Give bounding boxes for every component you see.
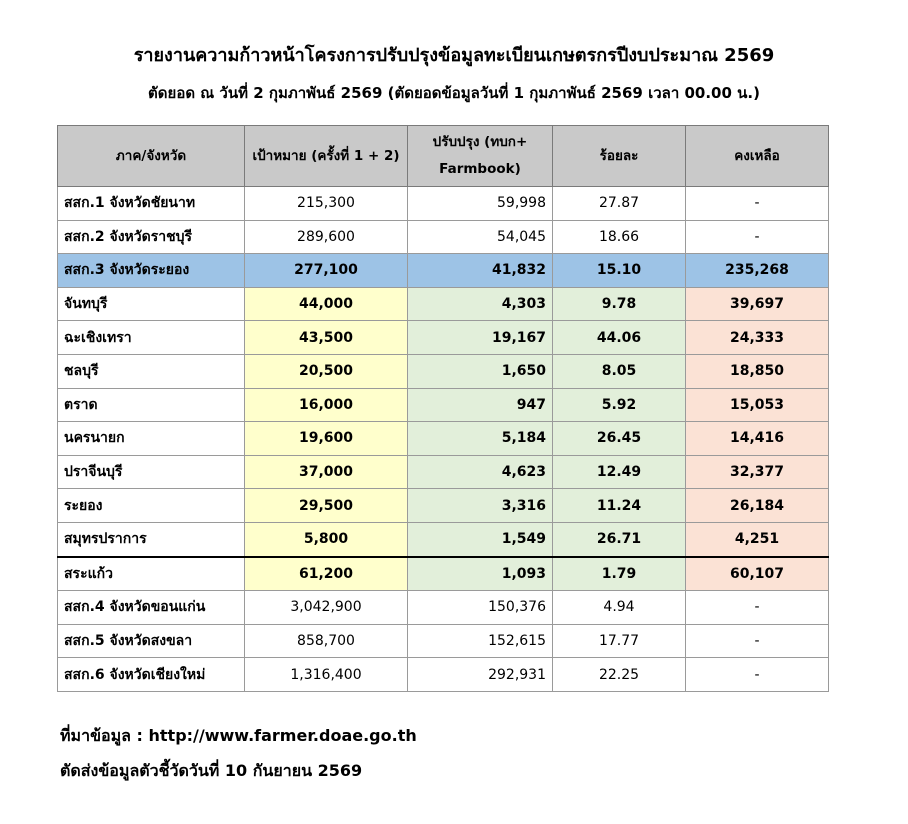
cell-name: ระยอง — [58, 489, 245, 523]
cell-remaining: 235,268 — [686, 254, 829, 288]
cell-remaining: 15,053 — [686, 388, 829, 422]
data-source-note: ที่มาข้อมูล : http://www.farmer.doae.go.th — [60, 726, 417, 745]
cell-name: สระแก้ว — [58, 557, 245, 591]
cell-remaining: - — [686, 658, 829, 692]
col-header-updated-line2: Farmbook) — [439, 161, 521, 177]
col-header-percent: ร้อยละ — [553, 126, 686, 187]
cell-name: ฉะเชิงเทรา — [58, 321, 245, 355]
table-row-province — [58, 489, 829, 523]
cell-name: สสก.3 จังหวัดระยอง — [58, 254, 245, 288]
cell-target: 20,500 — [245, 354, 408, 388]
cell-target: 277,100 — [245, 254, 408, 288]
cell-updated: 41,832 — [408, 254, 553, 288]
cell-target: 215,300 — [245, 187, 408, 221]
table-row-province — [58, 287, 829, 321]
cell-name: สสก.2 จังหวัดราชบุรี — [58, 220, 245, 254]
table-header-row — [58, 126, 829, 187]
cell-percent: 26.45 — [553, 422, 686, 456]
cell-target: 16,000 — [245, 388, 408, 422]
progress-table — [57, 125, 829, 692]
cell-percent: 9.78 — [553, 287, 686, 321]
cell-updated: 5,184 — [408, 422, 553, 456]
cell-percent: 8.05 — [553, 354, 686, 388]
cell-remaining: 39,697 — [686, 287, 829, 321]
cell-target: 43,500 — [245, 321, 408, 355]
cell-percent: 22.25 — [553, 658, 686, 692]
cell-percent: 5.92 — [553, 388, 686, 422]
table-row-province — [58, 455, 829, 489]
table-row — [58, 187, 829, 221]
cell-target: 29,500 — [245, 489, 408, 523]
cell-remaining: 18,850 — [686, 354, 829, 388]
table-row-province — [58, 354, 829, 388]
cutoff-date-note: ตัดส่งข้อมูลตัวชี้วัดวันที่ 10 กันยายน 2569 — [60, 761, 363, 780]
cell-name: สสก.4 จังหวัดขอนแก่น — [58, 591, 245, 625]
cell-updated: 1,549 — [408, 522, 553, 556]
table-row-province — [58, 522, 829, 556]
cell-updated: 1,093 — [408, 557, 553, 591]
col-header-target: เป้าหมาย (ครั้งที่ 1 + 2) — [245, 126, 408, 187]
cell-updated: 19,167 — [408, 321, 553, 355]
cell-target: 37,000 — [245, 455, 408, 489]
cell-percent: 12.49 — [553, 455, 686, 489]
cell-percent: 17.77 — [553, 624, 686, 658]
cell-updated: 4,303 — [408, 287, 553, 321]
table-row — [58, 658, 829, 692]
cell-target: 858,700 — [245, 624, 408, 658]
cell-remaining: - — [686, 220, 829, 254]
col-header-remaining: คงเหลือ — [686, 126, 829, 187]
cell-name: สสก.6 จังหวัดเชียงใหม่ — [58, 658, 245, 692]
cell-updated: 947 — [408, 388, 553, 422]
cell-name: สสก.5 จังหวัดสงขลา — [58, 624, 245, 658]
cell-name: นครนายก — [58, 422, 245, 456]
cell-remaining: 32,377 — [686, 455, 829, 489]
cell-updated: 150,376 — [408, 591, 553, 625]
cell-percent: 26.71 — [553, 522, 686, 556]
cell-name: ปราจีนบุรี — [58, 455, 245, 489]
table-row — [58, 591, 829, 625]
table-row-province — [58, 422, 829, 456]
cell-remaining: 26,184 — [686, 489, 829, 523]
cell-percent: 44.06 — [553, 321, 686, 355]
cell-remaining: - — [686, 624, 829, 658]
cell-updated: 4,623 — [408, 455, 553, 489]
report-title: รายงานความก้าวหน้าโครงการปรับปรุงข้อมูลทะเบียนเกษตรกรปีงบประมาณ 2569 — [133, 45, 775, 66]
table-row — [58, 624, 829, 658]
col-header-updated — [408, 126, 553, 187]
cell-name: สสก.1 จังหวัดชัยนาท — [58, 187, 245, 221]
cell-name: จันทบุรี — [58, 287, 245, 321]
cell-percent: 27.87 — [553, 187, 686, 221]
cell-target: 44,000 — [245, 287, 408, 321]
table-row-highlighted — [58, 254, 829, 288]
cell-remaining: 4,251 — [686, 522, 829, 556]
col-header-name: ภาค/จังหวัด — [58, 126, 245, 187]
table-row-province — [58, 388, 829, 422]
cell-target: 1,316,400 — [245, 658, 408, 692]
cell-updated: 292,931 — [408, 658, 553, 692]
cell-target: 3,042,900 — [245, 591, 408, 625]
cell-updated: 54,045 — [408, 220, 553, 254]
cell-target: 61,200 — [245, 557, 408, 591]
cell-target: 289,600 — [245, 220, 408, 254]
cell-updated: 1,650 — [408, 354, 553, 388]
table-row — [58, 220, 829, 254]
cell-remaining: - — [686, 187, 829, 221]
cell-name: ชลบุรี — [58, 354, 245, 388]
cell-remaining: 14,416 — [686, 422, 829, 456]
cell-percent: 4.94 — [553, 591, 686, 625]
cell-updated: 3,316 — [408, 489, 553, 523]
col-header-updated-line1: ปรับปรุง (ทบก+ — [432, 134, 528, 150]
cell-updated: 152,615 — [408, 624, 553, 658]
cell-percent: 15.10 — [553, 254, 686, 288]
cell-percent: 1.79 — [553, 557, 686, 591]
cell-remaining: - — [686, 591, 829, 625]
cell-percent: 18.66 — [553, 220, 686, 254]
cell-percent: 11.24 — [553, 489, 686, 523]
table-row-province — [58, 557, 829, 591]
cell-remaining: 24,333 — [686, 321, 829, 355]
report-subtitle: ตัดยอด ณ วันที่ 2 กุมภาพันธ์ 2569 (ตัดยอดข้อมูลวันที่ 1 กุมภาพันธ์ 2569 เวลา 00.00 น.) — [148, 84, 760, 102]
cell-updated: 59,998 — [408, 187, 553, 221]
cell-name: สมุทรปราการ — [58, 522, 245, 556]
table-row-province — [58, 321, 829, 355]
cell-target: 5,800 — [245, 522, 408, 556]
cell-target: 19,600 — [245, 422, 408, 456]
cell-name: ตราด — [58, 388, 245, 422]
cell-remaining: 60,107 — [686, 557, 829, 591]
